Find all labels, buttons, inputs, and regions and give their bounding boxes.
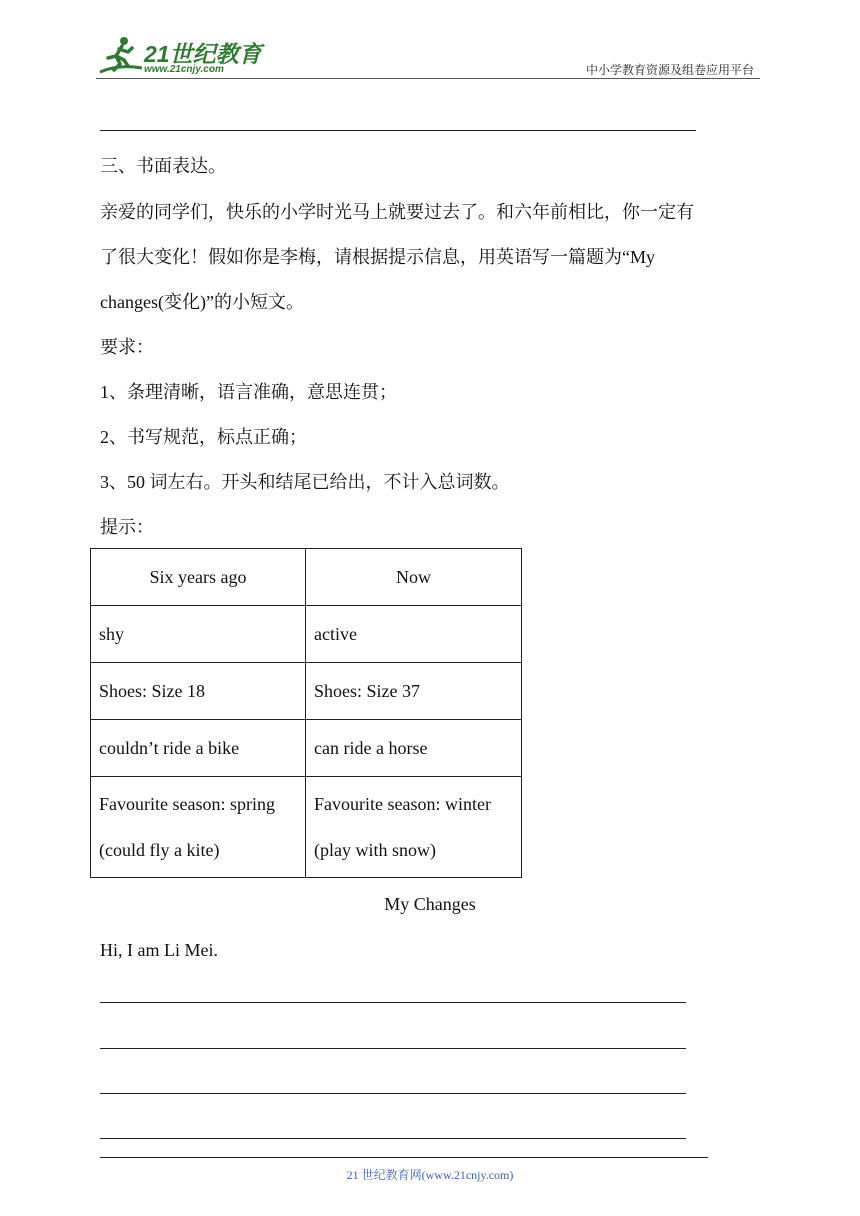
- table-cell: active: [306, 606, 522, 663]
- table-row: [91, 606, 522, 663]
- requirement-item: 1、条理清晰，语言准确，意思连贯；: [100, 382, 397, 402]
- writing-line[interactable]: [100, 1138, 686, 1139]
- table-cell: couldn’t ride a bike: [91, 720, 306, 777]
- table-header-cell: Now: [306, 549, 522, 606]
- table-cell: [91, 777, 306, 878]
- platform-name: 中小学教育资源及组卷应用平台: [585, 63, 754, 77]
- table-header-row: [91, 549, 522, 606]
- essay-opening: Hi, I am Li Mei.: [100, 940, 218, 960]
- writing-line[interactable]: [100, 1048, 686, 1049]
- intro-line: 了很大变化！假如你是李梅，请根据提示信息，用英语写一篇题为“My: [100, 247, 655, 267]
- intro-line: changes(变化)”的小短文。: [100, 292, 304, 312]
- table-cell: shy: [91, 606, 306, 663]
- writing-line[interactable]: [100, 1002, 686, 1003]
- table-cell: can ride a horse: [306, 720, 522, 777]
- table-row: [91, 663, 522, 720]
- logo-title: 21世纪教育: [144, 41, 262, 67]
- section-heading: 三、书面表达。: [100, 156, 226, 176]
- runner-logo-icon: [94, 34, 144, 78]
- hint-table: [90, 548, 522, 878]
- requirement-item: 2、书写规范，标点正确；: [100, 427, 307, 447]
- table-row: [91, 720, 522, 777]
- hint-label: 提示：: [100, 517, 154, 537]
- table-cell: [306, 777, 522, 878]
- essay-title: My Changes: [384, 894, 476, 914]
- writing-line[interactable]: [100, 1093, 686, 1094]
- table-cell-line: (play with snow): [314, 840, 436, 860]
- header-divider: [96, 78, 760, 79]
- table-cell-line: (could fly a kite): [99, 840, 220, 860]
- table-cell-line: Favourite season: spring: [99, 794, 275, 814]
- footer-divider: [100, 1157, 708, 1158]
- table-cell: Shoes: Size 37: [306, 663, 522, 720]
- answer-line[interactable]: [100, 130, 696, 131]
- table-cell: Shoes: Size 18: [91, 663, 306, 720]
- table-row: [91, 777, 522, 878]
- footer-link[interactable]: 21 世纪教育网(www.21cnjy.com): [346, 1168, 514, 1182]
- table-header-cell: Six years ago: [91, 549, 306, 606]
- logo-url: www.21cnjy.com: [144, 64, 224, 75]
- intro-line: 亲爱的同学们，快乐的小学时光马上就要过去了。和六年前相比，你一定有: [100, 202, 694, 222]
- table-cell-line: Favourite season: winter: [314, 794, 491, 814]
- site-logo: [94, 34, 264, 78]
- requirements-label: 要求：: [100, 337, 154, 357]
- requirement-item: 3、50 词左右。开头和结尾已给出，不计入总词数。: [100, 472, 510, 492]
